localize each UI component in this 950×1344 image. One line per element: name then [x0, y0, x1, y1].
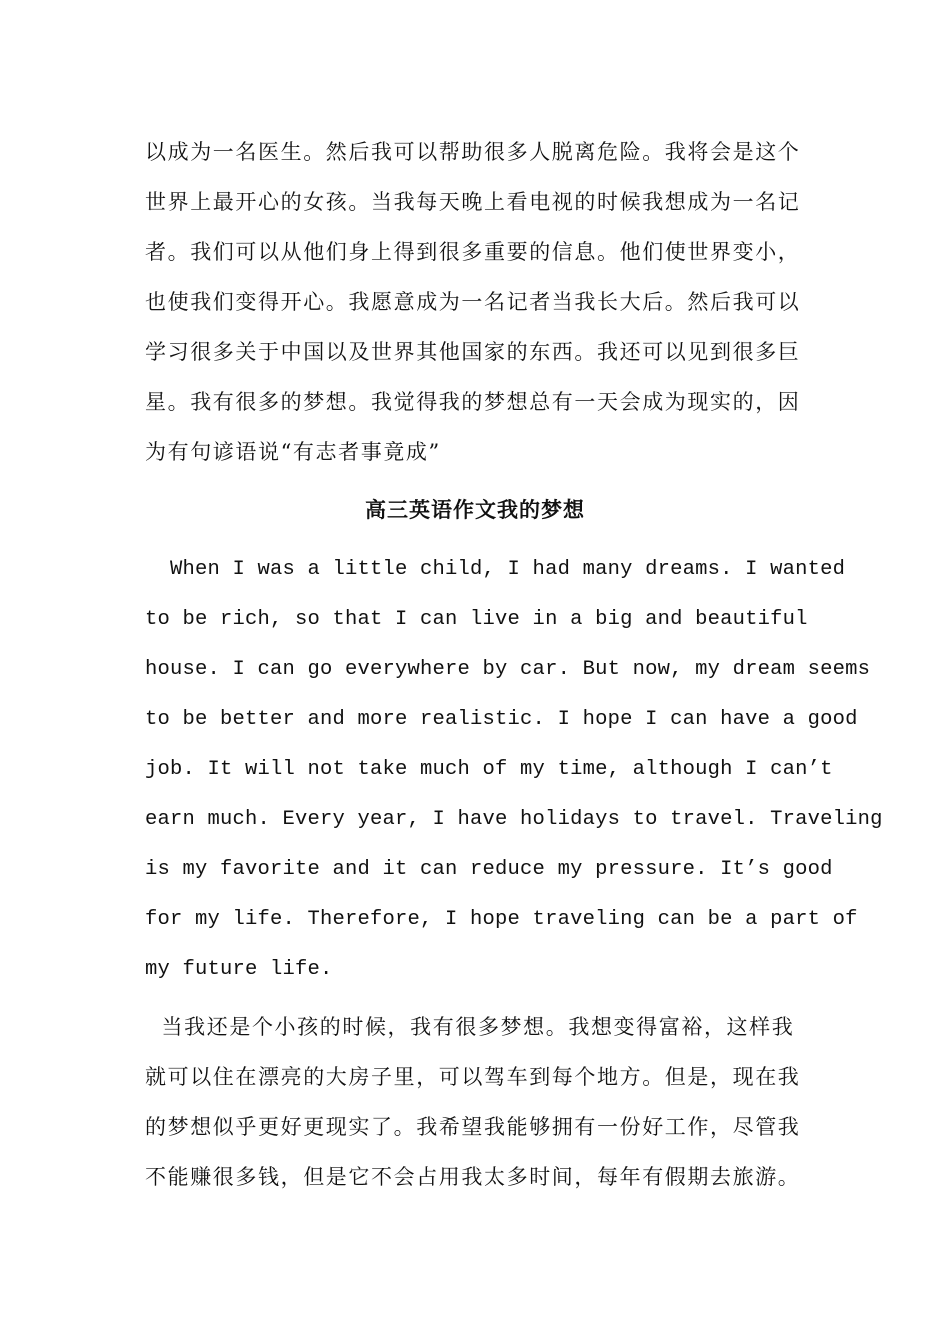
paragraph-dream-jobs-chinese	[145, 127, 810, 477]
text-line: 世界上最开心的女孩。当我每天晚上看电视的时候我想成为一名记	[145, 190, 801, 214]
text-line: When I was a little child, I had many dreams. I wanted	[145, 558, 846, 581]
text-line: 就可以住在漂亮的大房子里，可以驾车到每个地方。但是，现在我	[145, 1065, 801, 1089]
text-line: job. It will not take much of my time, although I can’t	[145, 758, 833, 781]
text-line: 者。我们可以从他们身上得到很多重要的信息。他们使世界变小，	[145, 240, 801, 264]
paragraph-chinese-translation	[145, 1002, 810, 1202]
text-line: house. I can go everywhere by car. But now, my dream seems	[145, 658, 871, 681]
text-line: 不能赚很多钱，但是它不会占用我太多时间，每年有假期去旅游。	[145, 1165, 801, 1189]
text-line: earn much. Every year, I have holidays to travel. Traveling	[145, 808, 883, 831]
text-line: 也使我们变得开心。我愿意成为一名记者当我长大后。然后我可以	[145, 290, 801, 314]
paragraph-english-essay	[145, 545, 883, 995]
text-line: 为有句谚语说“有志者事竟成”	[145, 440, 441, 464]
text-line: to be rich, so that I can live in a big and beautiful	[145, 608, 808, 631]
section-heading: 高三英语作文我的梦想	[365, 498, 585, 522]
text-line: 学习很多关于中国以及世界其他国家的东西。我还可以见到很多巨	[145, 340, 801, 364]
text-line: is my favorite and it can reduce my pressure. It’s good	[145, 858, 833, 881]
text-line: for my life. Therefore, I hope traveling can be a part of	[145, 908, 858, 931]
text-line: to be better and more realistic. I hope I can have a good	[145, 708, 858, 731]
text-line: 星。我有很多的梦想。我觉得我的梦想总有一天会成为现实的，因	[145, 390, 801, 414]
text-line: 当我还是个小孩的时候，我有很多梦想。我想变得富裕，这样我	[145, 1015, 795, 1039]
text-line: my future life.	[145, 958, 333, 981]
text-line: 以成为一名医生。然后我可以帮助很多人脱离危险。我将会是这个	[145, 140, 801, 164]
text-line: 的梦想似乎更好更现实了。我希望我能够拥有一份好工作，尽管我	[145, 1115, 801, 1139]
